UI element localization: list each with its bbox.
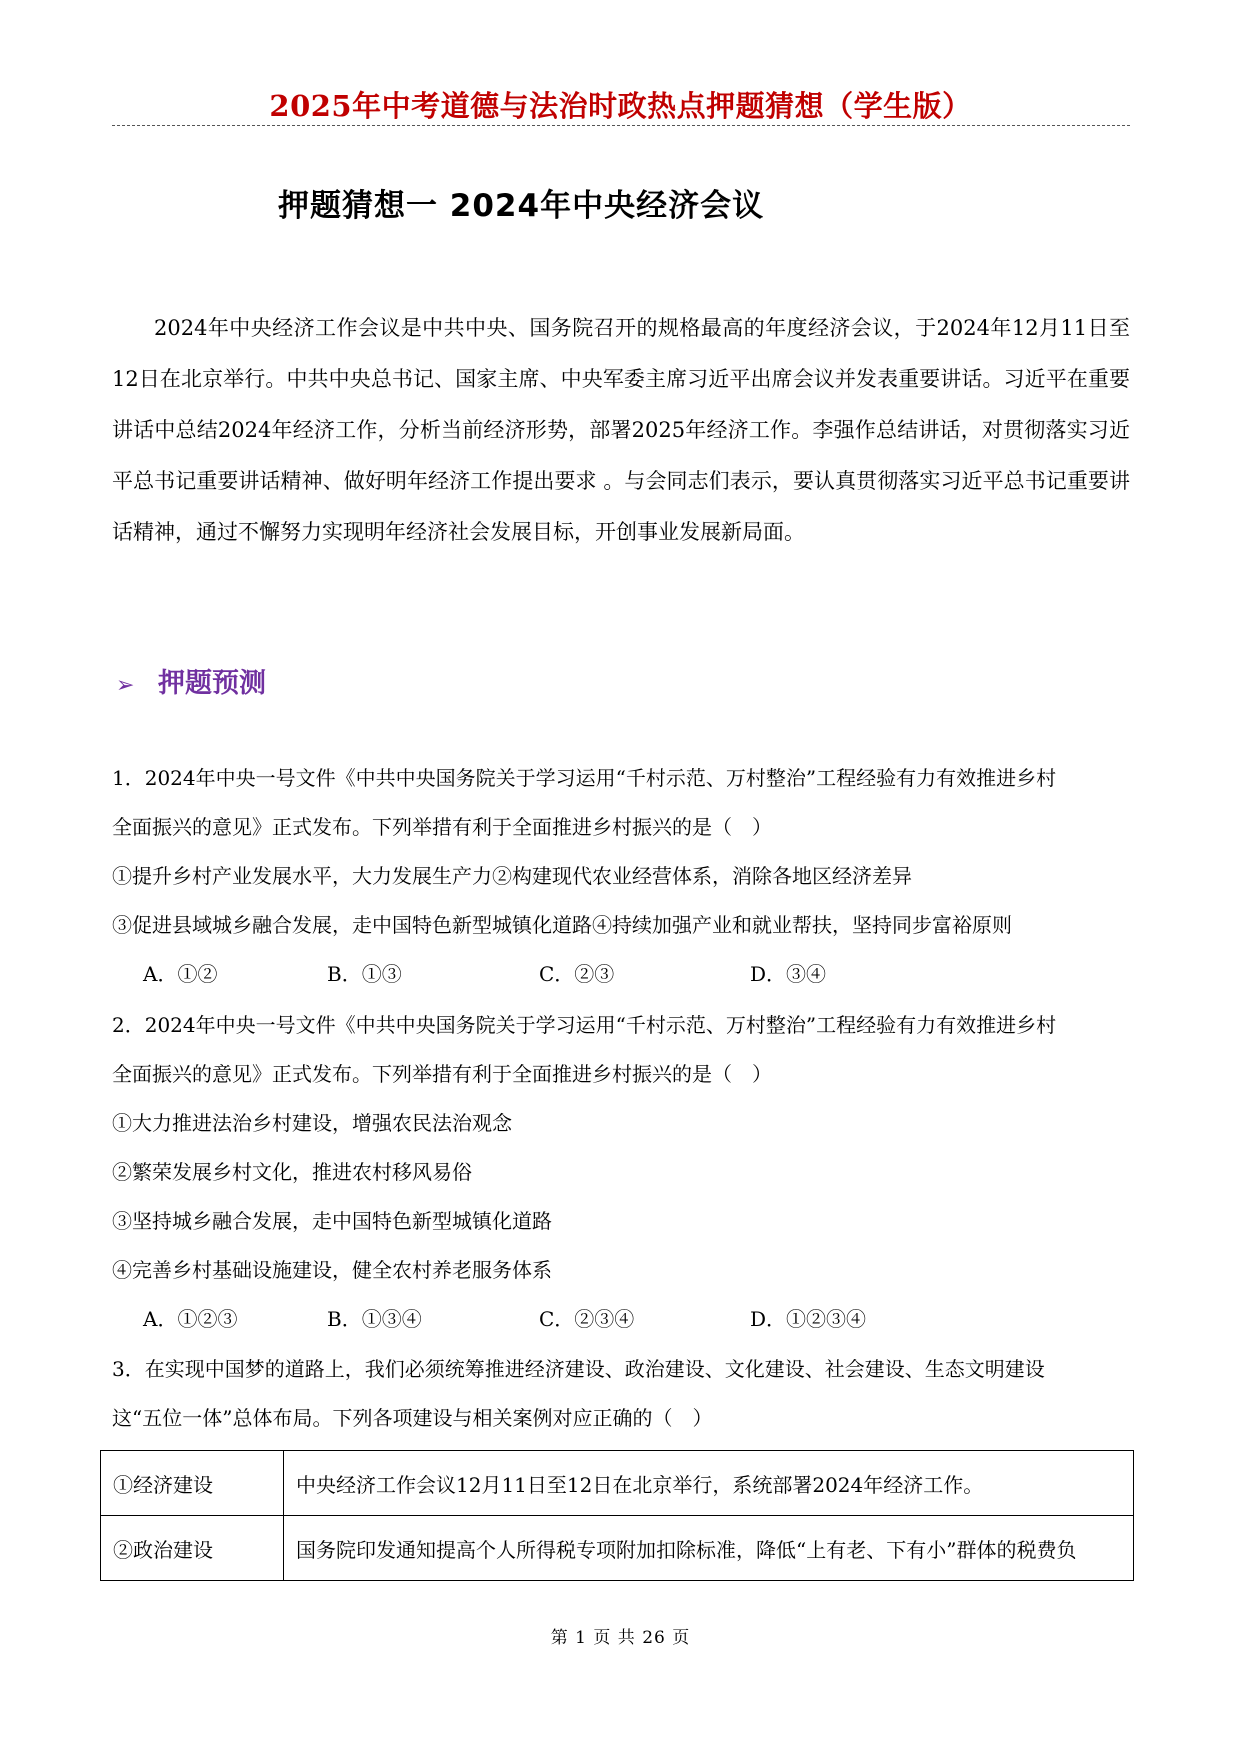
question-stem-line: 全面振兴的意见》正式发布。下列举措有利于全面推进乡村振兴的是（ ） [112, 815, 772, 839]
statement-line: ①提升乡村产业发展水平，大力发展生产力②构建现代农业经营体系，消除各地区经济差异 [112, 864, 912, 888]
option-b[interactable]: B．①③④ [327, 1307, 422, 1331]
table-cell-item: ①经济建设 [101, 1451, 284, 1516]
statement-line: ①大力推进法治乡村建设，增强农民法治观念 [112, 1111, 512, 1135]
question-stem-line: 3．在实现中国梦的道路上，我们必须统筹推进经济建设、政治建设、文化建设、社会建设、生态文明建设 [112, 1357, 1045, 1381]
table-row [101, 1516, 1134, 1581]
table-cell-case: 中央经济工作会议12月11日至12日在北京举行，系统部署2024年经济工作。 [284, 1451, 1134, 1516]
question-stem-line: 1．2024年中央一号文件《中共中央国务院关于学习运用“千村示范、万村整治”工程经验有力有效推进乡村 [112, 766, 1057, 790]
option-b[interactable]: B．①③ [327, 962, 402, 986]
statement-line: ③促进县域城乡融合发展，走中国特色新型城镇化道路④持续加强产业和就业帮扶，坚持同步富裕原则 [112, 913, 1012, 937]
question-stem-line: 全面振兴的意见》正式发布。下列举措有利于全面推进乡村振兴的是（ ） [112, 1062, 772, 1086]
option-c[interactable]: C．②③④ [539, 1307, 635, 1331]
question-stem-line: 这“五位一体”总体布局。下列各项建设与相关案例对应正确的（ ） [112, 1406, 713, 1430]
arrow-bullet-icon: ➢ [116, 673, 135, 698]
intro-paragraph: 2024年中央经济工作会议是中共中央、国务院召开的规格最高的年度经济会议，于2024年12月11日至12日在北京举行。中共中央总书记、国家主席、中央军委主席习近平出席会议并发表重要讲话。习近平在重要讲话中总结2024年经济工作，分析当前经济形势，部署2025年经济工作。李强作总结讲话，对贯彻落实习近平总书记重要讲话精神、做好明年经济工作提出要求 。与会同志们表示，要认真贯彻落实习近平总书记重要讲话精神，通过不懈努力实现明年经济社会发展目标，开创事业发展新局面。 [112, 316, 1130, 544]
question-stem-line: 2．2024年中央一号文件《中共中央国务院关于学习运用“千村示范、万村整治”工程经验有力有效推进乡村 [112, 1013, 1057, 1037]
option-c[interactable]: C．②③ [539, 962, 615, 986]
option-d[interactable]: D．③④ [750, 962, 827, 986]
statement-line: ④完善乡村基础设施建设，健全农村养老服务体系 [112, 1258, 552, 1282]
option-a[interactable]: A．①② [143, 962, 218, 986]
option-a[interactable]: A．①②③ [143, 1307, 238, 1331]
header-title: 2025年中考道德与法治时政热点押题猜想（学生版） [269, 89, 972, 123]
statement-line: ③坚持城乡融合发展，走中国特色新型城镇化道路 [112, 1209, 552, 1233]
page-footer: 第 1 页 共 26 页 [550, 1628, 691, 1648]
table-row [101, 1451, 1134, 1516]
statement-line: ②繁荣发展乡村文化，推进农村移风易俗 [112, 1160, 472, 1184]
table-cell-case: 国务院印发通知提高个人所得税专项附加扣除标准，降低“上有老、下有小”群体的税费负 [284, 1516, 1134, 1581]
construction-case-table [100, 1450, 1134, 1581]
predict-heading [116, 661, 266, 700]
section-title: 押题猜想一 2024年中央经济会议 [278, 188, 765, 224]
table-cell-item: ②政治建设 [101, 1516, 284, 1581]
predict-heading-label: 押题预测 [158, 668, 266, 699]
header-divider [112, 125, 1130, 126]
option-d[interactable]: D．①②③④ [750, 1307, 867, 1331]
